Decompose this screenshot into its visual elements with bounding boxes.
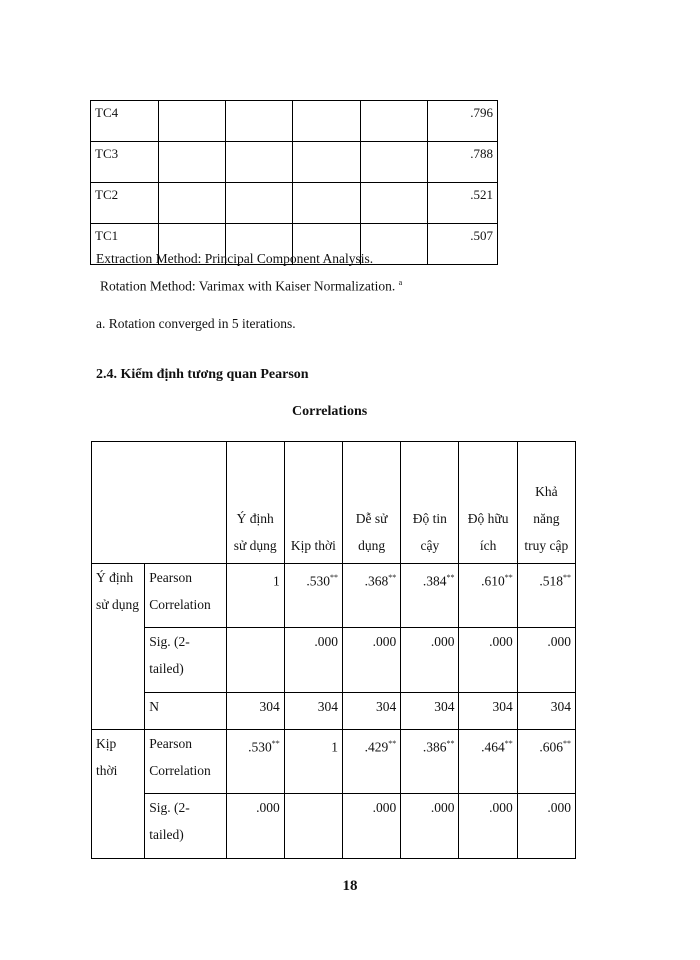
n-value: 304 (343, 693, 401, 730)
table-row (91, 142, 498, 183)
n-value: 304 (459, 693, 517, 730)
rotation-converged-note: a. Rotation converged in 5 iterations. (96, 316, 296, 331)
empty-header-cell (92, 442, 227, 564)
empty-cell (293, 142, 360, 183)
rotation-method-note (100, 278, 402, 295)
correlation-value: .464** (459, 730, 517, 794)
correlation-value: .606** (517, 730, 575, 794)
table-row (92, 564, 576, 628)
statistic-label: Pearson Correlation (145, 564, 226, 628)
column-header: Ý định sử dụng (226, 442, 284, 564)
table-row (91, 101, 498, 142)
correlations-table (91, 441, 576, 859)
column-header: Dễ sử dụng (343, 442, 401, 564)
empty-cell (226, 142, 293, 183)
sig-value: .000 (401, 628, 459, 693)
rotated-component-matrix-table (90, 100, 498, 265)
sig-value: .000 (401, 794, 459, 859)
correlation-value: .386** (401, 730, 459, 794)
extraction-method-note: Extraction Method: Principal Component Analysis. (96, 251, 374, 266)
correlation-value: .518** (517, 564, 575, 628)
item-label: TC2 (91, 183, 159, 224)
correlation-value: .530** (284, 564, 342, 628)
sig-value (226, 628, 284, 693)
column-header: Độ tin cậy (401, 442, 459, 564)
sig-value (284, 794, 342, 859)
empty-cell (360, 183, 427, 224)
page-number: 18 (342, 878, 358, 894)
footnote-marker: a (398, 278, 403, 287)
empty-cell (293, 101, 360, 142)
table-row (92, 693, 576, 730)
sig-value: .000 (284, 628, 342, 693)
section-heading: 2.4. Kiểm định tương quan Pearson (96, 367, 309, 382)
sig-value: .000 (517, 794, 575, 859)
sig-value: .000 (459, 628, 517, 693)
statistic-label: Sig. (2-tailed) (145, 794, 226, 859)
correlation-value: .384** (401, 564, 459, 628)
n-value: 304 (517, 693, 575, 730)
correlation-value: .368** (343, 564, 401, 628)
n-value: 304 (401, 693, 459, 730)
sig-value: .000 (343, 628, 401, 693)
correlation-value: 1 (284, 730, 342, 794)
row-variable: Kịp thời (92, 730, 145, 794)
empty-cell (159, 183, 226, 224)
item-label: TC1 (91, 224, 159, 265)
loading-value: .788 (427, 142, 497, 183)
table-row (92, 628, 576, 693)
empty-cell (226, 183, 293, 224)
column-header: Khả năng truy cập (517, 442, 575, 564)
loading-value: .796 (427, 101, 497, 142)
statistic-label: Pearson Correlation (145, 730, 226, 794)
empty-cell (226, 101, 293, 142)
sig-value: .000 (226, 794, 284, 859)
header-row (92, 442, 576, 564)
row-variable-continuation (92, 628, 145, 693)
sig-value: .000 (459, 794, 517, 859)
item-label: TC3 (91, 142, 159, 183)
empty-cell (293, 183, 360, 224)
row-variable-continuation (92, 794, 145, 859)
column-header: Độ hữu ích (459, 442, 517, 564)
correlations-title: Correlations (292, 404, 368, 419)
table-row (91, 183, 498, 224)
row-variable: Ý định sử dụng (92, 564, 145, 628)
table-row (92, 794, 576, 859)
empty-cell (360, 101, 427, 142)
empty-cell (159, 142, 226, 183)
row-variable-continuation (92, 693, 145, 730)
correlation-value: .429** (343, 730, 401, 794)
loading-value: .521 (427, 183, 497, 224)
loading-value: .507 (427, 224, 497, 265)
n-value: 304 (226, 693, 284, 730)
correlation-value: .610** (459, 564, 517, 628)
empty-cell (159, 101, 226, 142)
table-row (92, 730, 576, 794)
sig-value: .000 (343, 794, 401, 859)
statistic-label: N (145, 693, 226, 730)
column-header: Kịp thời (284, 442, 342, 564)
statistic-label: Sig. (2-tailed) (145, 628, 226, 693)
n-value: 304 (284, 693, 342, 730)
item-label: TC4 (91, 101, 159, 142)
rotation-method-text: Rotation Method: Varimax with Kaiser Normalization. (100, 278, 396, 294)
empty-cell (360, 142, 427, 183)
correlation-value: .530** (226, 730, 284, 794)
sig-value: .000 (517, 628, 575, 693)
correlation-value: 1 (226, 564, 284, 628)
